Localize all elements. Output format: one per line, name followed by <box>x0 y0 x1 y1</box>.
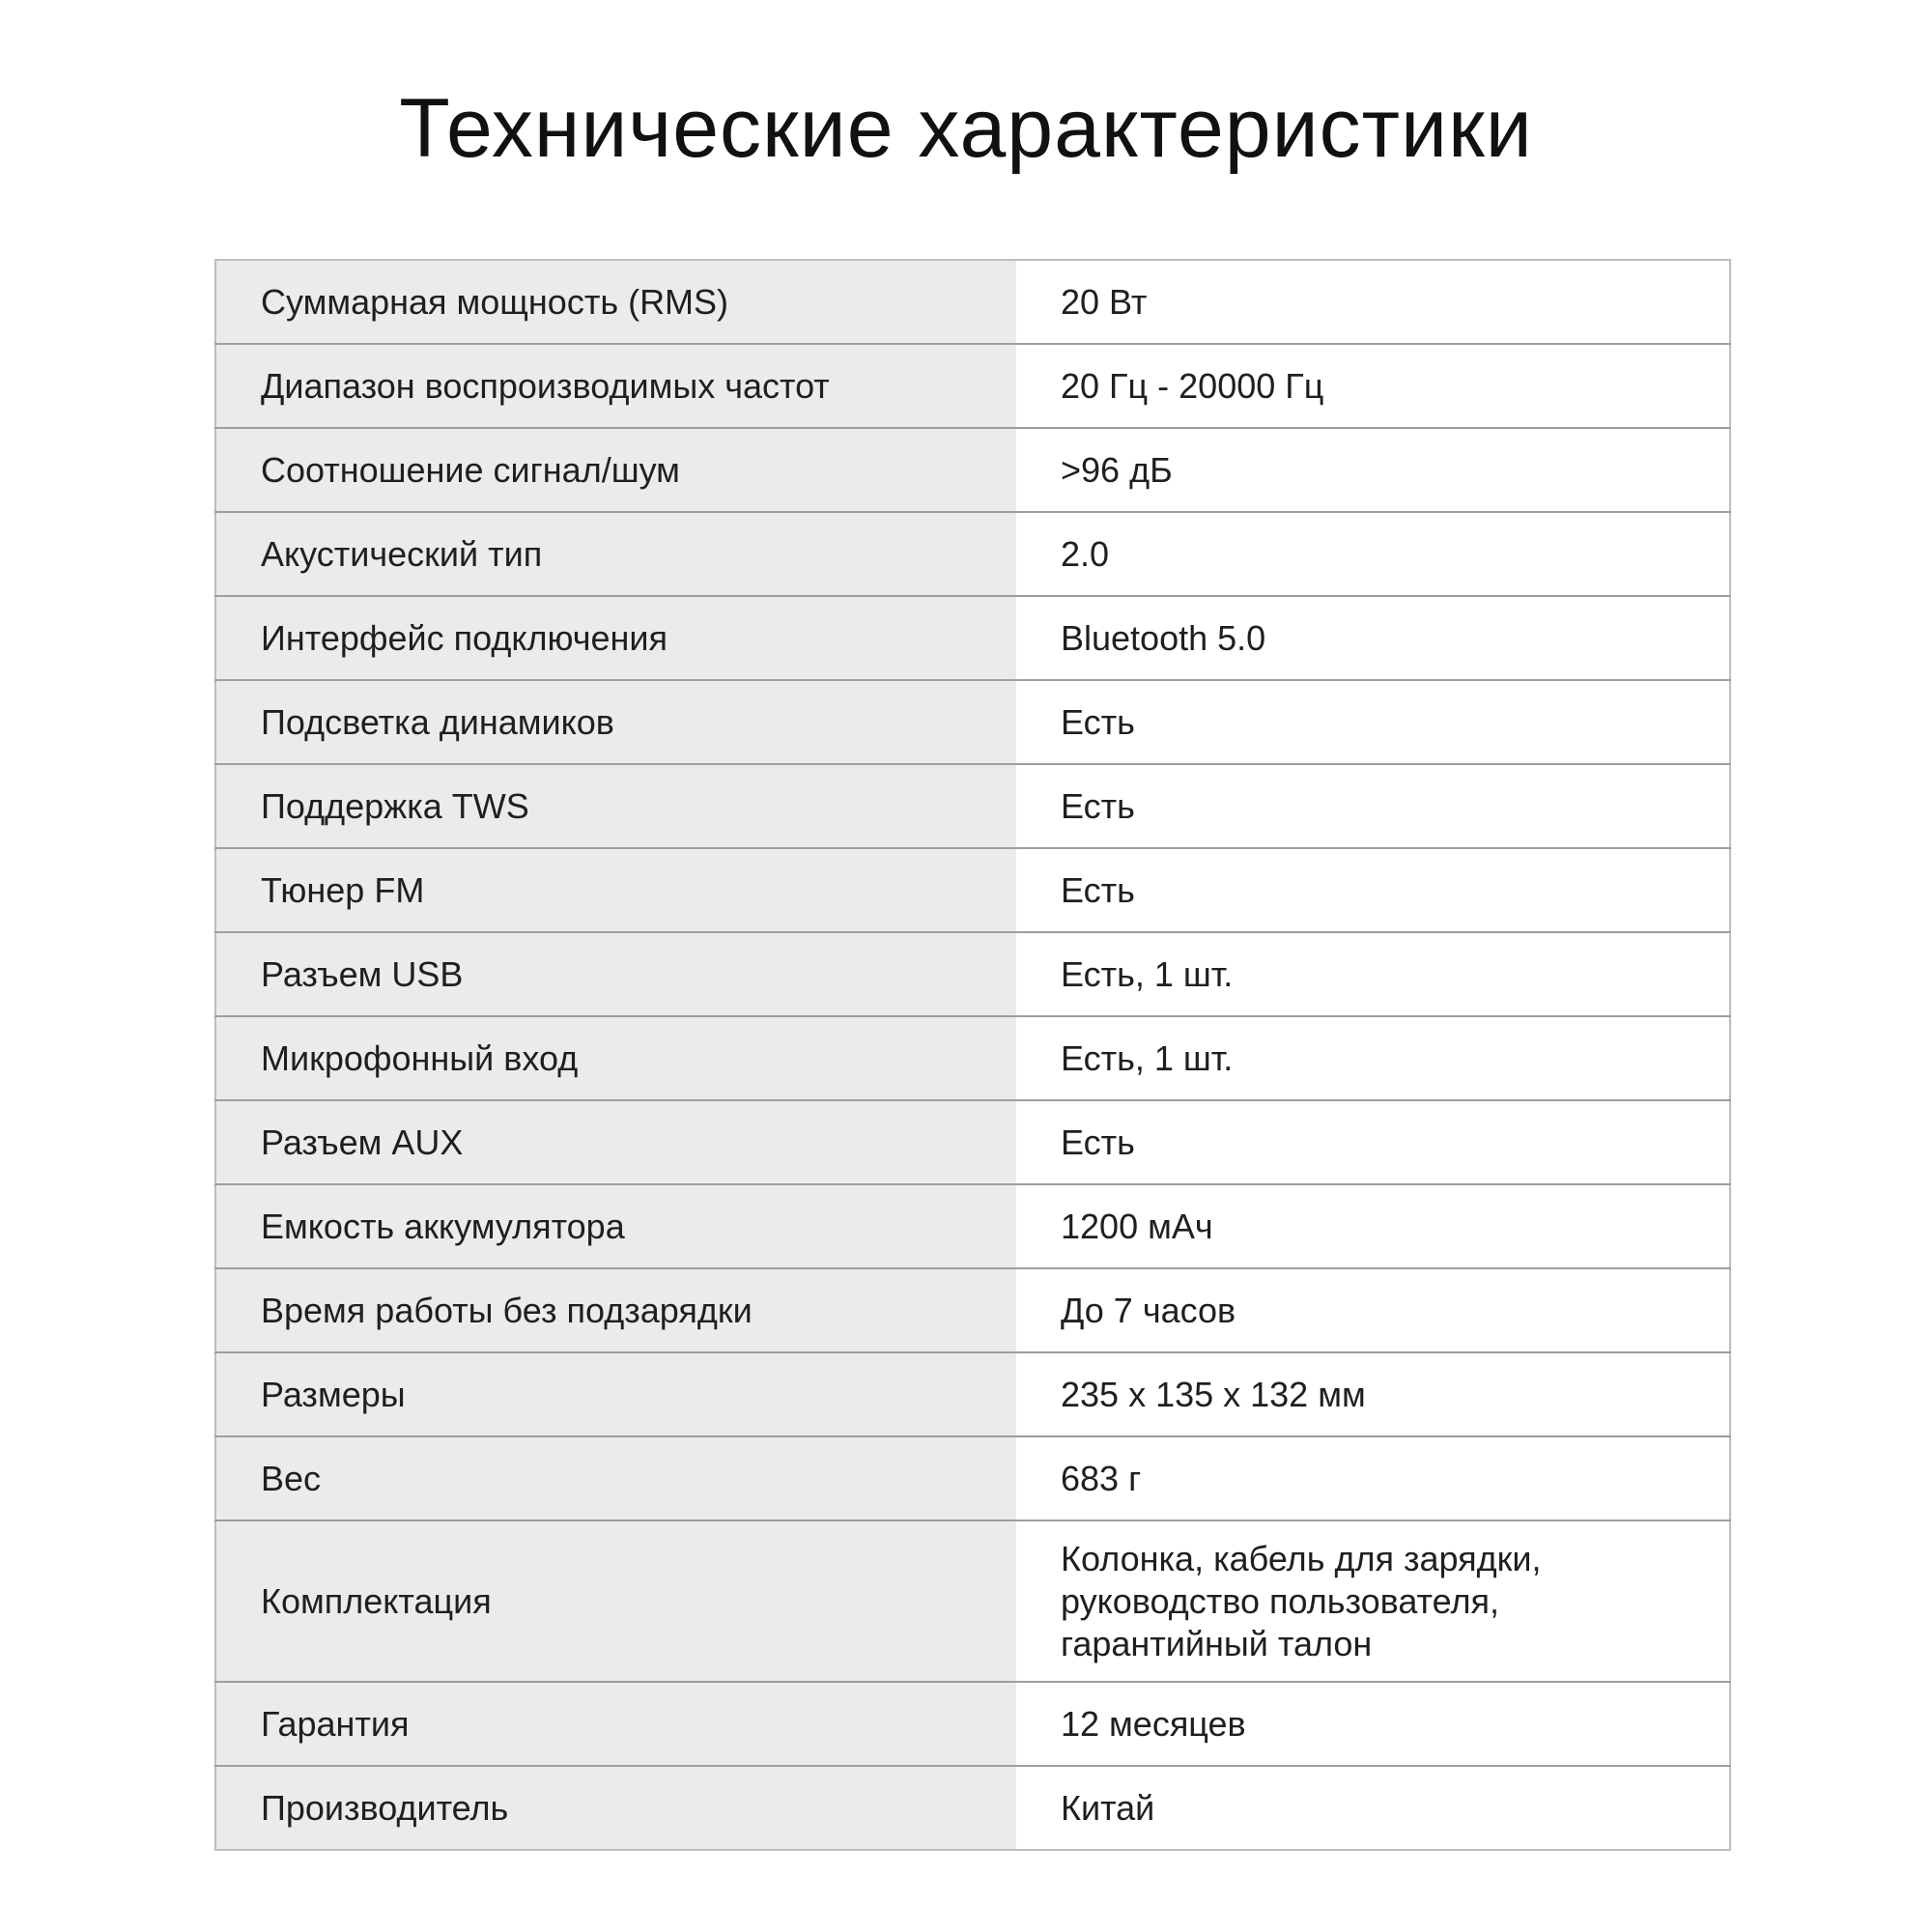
spec-value: До 7 часов <box>1016 1268 1730 1352</box>
spec-value: Есть <box>1016 764 1730 848</box>
table-row <box>215 1184 1730 1268</box>
spec-label: Вес <box>215 1436 1016 1520</box>
spec-label: Разъем AUX <box>215 1100 1016 1184</box>
table-row <box>215 596 1730 680</box>
spec-value: Есть, 1 шт. <box>1016 932 1730 1016</box>
spec-value: Есть <box>1016 848 1730 932</box>
table-row <box>215 680 1730 764</box>
spec-value: Есть, 1 шт. <box>1016 1016 1730 1100</box>
spec-label: Диапазон воспроизводимых частот <box>215 344 1016 428</box>
spec-label: Комплектация <box>215 1520 1016 1682</box>
spec-value: 2.0 <box>1016 512 1730 596</box>
spec-value: Колонка, кабель для зарядки, руководство пользователя, гарантийный талон <box>1016 1520 1730 1682</box>
table-row <box>215 932 1730 1016</box>
table-row <box>215 1352 1730 1436</box>
table-row <box>215 1016 1730 1100</box>
table-row <box>215 1520 1730 1682</box>
table-row <box>215 260 1730 344</box>
spec-label: Поддержка TWS <box>215 764 1016 848</box>
table-row <box>215 1766 1730 1850</box>
spec-value: 20 Вт <box>1016 260 1730 344</box>
spec-value: 20 Гц - 20000 Гц <box>1016 344 1730 428</box>
table-row <box>215 428 1730 512</box>
spec-value: 12 месяцев <box>1016 1682 1730 1766</box>
table-row <box>215 848 1730 932</box>
spec-label: Интерфейс подключения <box>215 596 1016 680</box>
spec-value: Bluetooth 5.0 <box>1016 596 1730 680</box>
table-row <box>215 512 1730 596</box>
spec-label: Суммарная мощность (RMS) <box>215 260 1016 344</box>
spec-label: Производитель <box>215 1766 1016 1850</box>
spec-value: Есть <box>1016 1100 1730 1184</box>
spec-label: Гарантия <box>215 1682 1016 1766</box>
spec-value: 1200 мАч <box>1016 1184 1730 1268</box>
spec-value: 683 г <box>1016 1436 1730 1520</box>
spec-label: Микрофонный вход <box>215 1016 1016 1100</box>
table-row <box>215 1682 1730 1766</box>
spec-label: Время работы без подзарядки <box>215 1268 1016 1352</box>
spec-value: 235 x 135 x 132 мм <box>1016 1352 1730 1436</box>
table-row <box>215 1436 1730 1520</box>
spec-label: Размеры <box>215 1352 1016 1436</box>
spec-value: >96 дБ <box>1016 428 1730 512</box>
table-row <box>215 764 1730 848</box>
spec-label: Емкость аккумулятора <box>215 1184 1016 1268</box>
spec-label: Разъем USB <box>215 932 1016 1016</box>
table-row <box>215 1268 1730 1352</box>
specs-table <box>214 259 1731 1851</box>
spec-label: Соотношение сигнал/шум <box>215 428 1016 512</box>
table-row <box>215 1100 1730 1184</box>
table-row <box>215 344 1730 428</box>
spec-value: Есть <box>1016 680 1730 764</box>
spec-label: Подсветка динамиков <box>215 680 1016 764</box>
spec-label: Акустический тип <box>215 512 1016 596</box>
spec-label: Тюнер FM <box>215 848 1016 932</box>
page-title: Технические характеристики <box>399 82 1533 175</box>
spec-value: Китай <box>1016 1766 1730 1850</box>
